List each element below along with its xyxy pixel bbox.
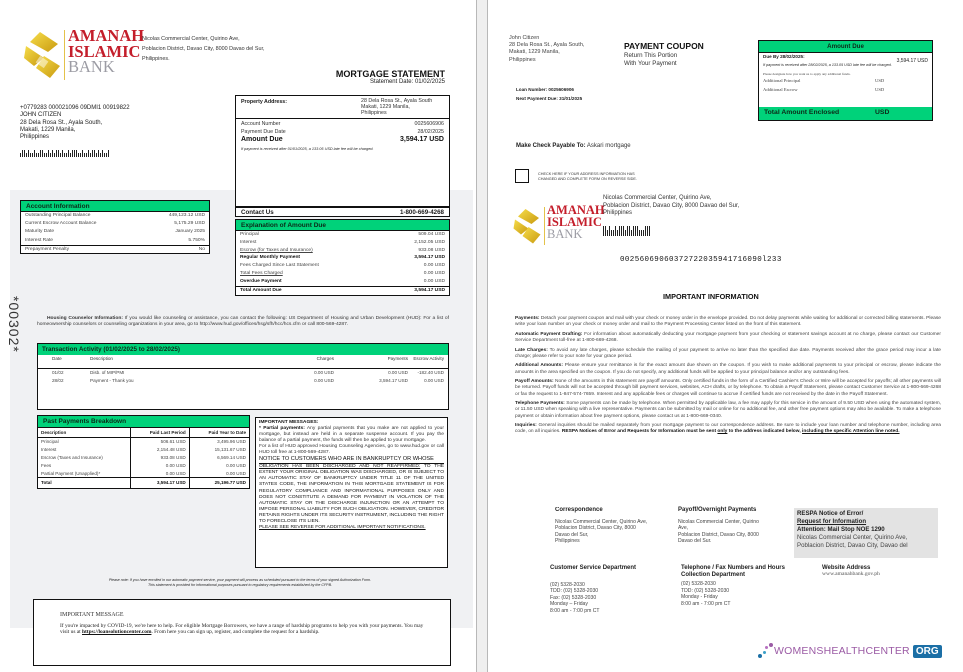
past-payment-row: Interest 2,154.48 USD 15,131.67 USD xyxy=(38,446,249,454)
important-message-title: IMPORTANT MESSAGE xyxy=(60,612,124,618)
additional-principal-field[interactable]: Additional Principal USD xyxy=(763,77,885,83)
mailing-name: JOHN CITIZEN xyxy=(20,112,62,119)
explanation-header: Explanation of Amount Due xyxy=(236,220,449,231)
website-address: Website Address www.amanahbank.gov.ph xyxy=(822,565,880,577)
additional-escrow-field[interactable]: Additional Escrow USD xyxy=(763,86,885,92)
watermark-dots-icon xyxy=(758,642,772,660)
past-payments-table: Description Paid Last Period Paid Year to Date Principal 506.61 USD 3,495.96 USD Interest 2,154.48 USD 15,131.67 USD Escrow (Taxes and Insurance) 933.08 USD 6,569.14 USD Fees 0.00 USD 0.00 USD Partial Payment (Unapplied)* 0.00 USD 0.00 USD Total 3,594.17 USD 25,196.77 USD xyxy=(38,427,249,488)
property-summary-box xyxy=(235,95,450,207)
explanation-of-amount-due xyxy=(235,219,450,296)
account-info-row: Maturity Date January 2025 xyxy=(25,229,205,235)
past-payment-total-row: Total 3,594.17 USD 25,196.77 USD xyxy=(38,478,249,488)
payment-due-date-row: Payment Due Date 28/02/2025 xyxy=(241,128,444,135)
late-fee-note: If payment is received after 01/01/2025, a 133.05 USD late fee will be charged. xyxy=(241,147,374,151)
address-changed-checkbox[interactable] xyxy=(515,169,529,183)
transaction-row: 01/02 Disb. of MIP/PMI 0.00 USD 0.00 USD -182.40 USD xyxy=(52,370,444,375)
past-payments-breakdown xyxy=(37,415,250,489)
explanation-total-row: Total Amount Due 3,594.17 USD xyxy=(236,286,449,295)
account-info-row: Interest Rate 5.750% xyxy=(25,237,205,243)
account-number-row: Account Number 0025606906 xyxy=(241,121,444,127)
watermark-logo: WOMENSHEALTHCENTER ORG xyxy=(758,639,942,663)
past-payment-row: Partial Payment (Unapplied)* 0.00 USD 0.00 USD xyxy=(38,470,249,478)
important-messages-box: IMPORTANT MESSAGES: * Partial payments: Any partial payments that you make are not applied to your mortgage, but instead are held in a separate suspense account. If you pay the balance of a partial payment, the funds will then be applied to your mortgage. For a list of HUD approved Housing Counseling Agencies, go to www.hud.gov or call HUD toll free at 1-800-569-4287. NOTICE TO CUSTOMERS WHO ARE IN BANKRUPTCY OR WHOSE OBLIGATION HAS BEEN DISCHARGED AND NOT REAFFIRMED: TO THE EXTENT YOUR ORIGINAL OBLIGATION WAS DISCHARGED, OR IS SUBJECT TO AN AUTOMATIC STAY OF BANKRUPTCY UNDER TITLE 11 OF THE UNITED STATES CODE, THE INFORMATION IN THIS MORTGAGE STATEMENT IS FOR REGULATORY COMPLIANCE AND INFORMATIONAL PURPOSES ONLY AND DOES NOT CONSTITUTE A DEMAND FOR PAYMENT IN VIOLATION OF THE AUTOMATIC STAY OR THE DISCHARGE INJUNCTION OR AN ATTEMPT TO IMPOSE PERSONAL LIABILITY FOR SUCH OBLIGATION. HOWEVER, CREDITOR RETAINS RIGHTS UNDER ITS SECURITY INSTRUMENT, INCLUDING THE RIGHT TO FORECLOSE ITS LIEN. PLEASE SEE REVERSE FOR ADDITIONAL IMPORTANT NOTIFICATIONS. xyxy=(255,417,448,568)
info-section: Payoff Amounts: None of the amounts in this statement are payoff amounts. Only certified funds in the form of a Certified Cashier's Check or Wire will be accepted for payoffs; all other payments will be returned. Payoff funds will not be accepted through bill payment services, websites, ACH drafts, or by telephone. To obtain a Payoff Statement, please contact Customer Service at 1-800-669-4268 or fax the request to 1-847-574-7659. Interest and any applicable fees or charges will continue to accrue if certified funds are not received by the date in the Payoff Statement. xyxy=(515,379,941,397)
statement-date: Statement Date: 01/02/2025 xyxy=(369,79,445,85)
address-changed-label: CHECK HERE IF YOUR ADDRESS INFORMATION HAS CHANGED AND COMPLETE FORM ON REVERSE SIDE. xyxy=(538,172,637,181)
collection-department-contact: Telephone / Fax Numbers and Hours Collection Department (02) 5328-2030 TDD: (02) 5328-2030 Monday - Friday 8:00 am - 7:00 pm CT xyxy=(681,565,785,607)
mailing-code-line: +0779283 000021096 09DMI1 00919822 xyxy=(20,105,130,111)
check-payable-to: Make Check Payable To: Askari mortgage xyxy=(516,143,631,149)
payment-coupon-subtitle: Return This Portion With Your Payment xyxy=(624,52,678,67)
correspondence-address: Correspondence Nicolas Commercial Center, Quirino Ave, Poblacion District, Davao City, 8000 Davao del Sur, Philippines xyxy=(555,507,648,545)
remit-address: Nicolas Commercial Center, Quirino Ave, Poblacion District, Davao City, 8000 Davao del Sur, Philippines xyxy=(603,195,740,217)
explanation-row: Fees Charged Since Last Statement 0.00 USD xyxy=(240,263,445,269)
account-info-row: Current Escrow Account Balance 5,175.29 USD xyxy=(25,221,205,227)
loan-info: Loan Number: 0025606906 Next Payment Due: 31/01/2025 xyxy=(516,87,583,101)
bank-logo-text: AMANAH ISLAMIC BANK xyxy=(68,26,145,77)
property-address-label: Property Address: xyxy=(241,99,288,105)
info-section-inquiries: Inquiries: General inquiries should be mailed separately from your mortgage payment to our correspondence address. Be sure to include your loan number and telephone number, including area code, on all inquiries. RESPA Notices of Error and Requests for Information must be sent only to the address indicated below, including the specific Attention line noted. xyxy=(515,423,941,435)
account-info-row: Outstanding Principal Balance 449,123.12 USD xyxy=(25,213,205,218)
postal-barcode xyxy=(20,150,130,157)
bank-address: Nicolas Commercial Center, Quirino Ave, Poblacion District, Davao City, 8000 Davao del Sur, Philippines. xyxy=(142,36,265,62)
total-amount-enclosed-field[interactable]: Total Amount Enclosed USD xyxy=(759,107,932,120)
customer-service-contact: Customer Service Department (02) 5328-2030 TDD: (02) 5328-2030 Fax: (02) 5328-2030 Monday – Friday 8:00 am - 7:00 pm CT xyxy=(550,565,637,614)
explanation-row: Interest 2,152.05 USD xyxy=(240,239,445,245)
info-section: Additional Amounts: Please ensure your remittance is for the exact amount due shown on the coupon. If you wish to make additional payments to your principal or escrow, please indicate the amounts in the area specified on the coupon. If you do not specify, any additional funds will be applied to your principal balance and/or any outstanding fees. xyxy=(515,363,941,375)
info-section: Automatic Payment Drafting: For information about automatically deducting your mortgage payment from your checking or statement savings account at no charge, please contact our Customer Service Department toll-free at 1-800-669-4268. xyxy=(515,331,941,343)
transaction-activity-header: Transaction Activity (01/02/2025 to 28/02/2025) xyxy=(38,344,448,355)
explanation-row: Total Fees Charged 0.00 USD xyxy=(240,270,445,276)
mailing-address-block: +0779283 000021096 09DMI1 00919822 JOHN CITIZEN 28 Dela Rosa St., Ayala South, Makati, 1229 Manila, Philippines xyxy=(20,105,130,157)
bankruptcy-notice: OBLIGATION HAS BEEN DISCHARGED AND NOT REAFFIRMED: TO THE EXTENT YOUR ORIGINAL OBLIGATION WAS DISCHARGED, OR IS SUBJECT TO AN AUTOMATIC STAY OF BANKRUPTCY UNDER TITLE 11 OF THE UNITED STATES CODE, THE INFORMATION IN THIS MORTGAGE STATEMENT IS FOR REGULATORY COMPLIANCE AND INFORMATIONAL PURPOSES ONLY AND DOES NOT CONSTITUTE A DEMAND FOR PAYMENT IN VIOLATION OF THE AUTOMATIC STAY OR THE DISCHARGE INJUNCTION OR AN ATTEMPT TO IMPOSE PERSONAL LIABILITY FOR SUCH OBLIGATION. HOWEVER, CREDITOR RETAINS RIGHTS UNDER ITS SECURITY INSTRUMENT, INCLUDING THE RIGHT TO FORECLOSE ITS LIEN. xyxy=(259,464,444,524)
payment-coupon-title: PAYMENT COUPON xyxy=(624,41,704,51)
remit-postal-barcode xyxy=(603,226,650,236)
side-sequence-code: *00302* xyxy=(6,296,22,353)
property-address-value: 28 Dela Rosa St., Ayala South Makati, 1229 Manila, Philippines xyxy=(361,98,433,117)
bank-logo-mark-icon xyxy=(512,207,542,247)
bank-logo-mark-icon xyxy=(22,30,62,82)
explanation-row: Principal 509.04 USD xyxy=(240,232,445,237)
logo-divider xyxy=(64,30,65,80)
past-payment-row: Principal 506.61 USD 3,495.96 USD xyxy=(38,438,249,446)
bank-logo xyxy=(22,26,145,88)
info-section: Late Charges: To avoid any late charges, please schedule the mailing of your payment to arrive no later than the specified due date. Payments received after the grace period may incur a late charge; please refer to your note for your grace period. xyxy=(515,347,941,359)
coupon-amount-due-box: Amount Due Due By 28/02/2025: 3,594.17 USD If payment is received after 28/02/2025, a 133.05 USD late fee will be charged. Please designate how you want us to apply any additional funds. Additional Principal USD Additional Escrow USD Total Amount Enclosed USD xyxy=(758,40,933,121)
explanation-row: Overdue Payment 0.00 USD xyxy=(240,278,445,284)
explanation-row: Escrow (for Taxes and Insurance) 933.08 USD xyxy=(240,247,445,253)
bank-logo-small: AMANAH ISLAMIC BANK xyxy=(512,205,597,250)
transaction-row: 28/02 Payment - Thank you 0.00 USD 3,594.17 USD 0.00 USD xyxy=(52,377,444,383)
past-payments-header: Past Payments Breakdown xyxy=(38,416,249,427)
respa-notice-address: RESPA Notice of Error/ Request for Information Attention: Mail Stop NOE 1290 Nicolas Commercial Center, Quirino Ave, Poblacion District, Davao City, Davao del xyxy=(794,508,938,558)
important-information-title: IMPORTANT INFORMATION xyxy=(663,292,759,301)
contact-phone: 1-800-669-4268 xyxy=(399,209,444,216)
website-link[interactable]: www.amanahbank.gov.ph xyxy=(822,571,880,577)
statement-title: MORTGAGE STATEMENT xyxy=(335,69,445,79)
info-section: Telephone Payments: Some payments can be made by telephone. When permitted by applicable law, a fee may apply for this service in the amount of 9.50 USD when using the automated system, or 11.50 USD when speaking with a live representative. Payments can be submitted by mail or online for no additional fee, and other free payment options may also be available. To make a telephone payment or obtain information about free payment options, please contact us at 1-800-669-0340. xyxy=(515,401,941,419)
coupon-sender-address: John Citizen 28 Dela Rosa St., Ayala South, Makati, 1229 Manila, Philippines xyxy=(509,35,585,63)
important-message-box: IMPORTANT MESSAGE If you're impacted by COVID-19, we're here to help. For eligible Mortgage Borrowers, we have a range of hardship programs to help you with your payments. You may visit us at https://loansolutioncenter.com. From here you can sign up, register, and complete the request for a hardship. xyxy=(33,599,451,666)
important-information-body xyxy=(515,316,941,439)
transaction-activity-box xyxy=(37,343,449,410)
contact-us-bar: Contact Us 1-800-669-4268 xyxy=(235,206,450,217)
transaction-columns: Date Description Charges Payments Escrow Activity xyxy=(38,355,448,369)
prepayment-penalty-row: Prepayment Penalty No xyxy=(21,245,209,253)
page-divider xyxy=(476,0,488,672)
amount-due-row: Amount Due 3,594.17 USD xyxy=(241,136,444,143)
housing-counselor-info: Housing Counselor Information: If you would like counseling or assistance, you can contact the following: US Department of Housing and Urban Development (HUD): For a list of homeownership counselors or counseling organizations in your area, go to http://www.hud.gov/offices/hsg/sfh/hcc/hcs.cfm or call 800-569-4287. xyxy=(37,316,449,328)
ocr-scan-line: 00256069060372722035941716090l233 xyxy=(620,256,782,264)
account-information-box xyxy=(20,200,210,254)
past-payment-row: Escrow (Taxes and Insurance) 933.08 USD 6,569.14 USD xyxy=(38,454,249,462)
payoff-address: Payoff/Overnight Payments Nicolas Commercial Center, Quirino Ave, Poblacion District, Davao City, 8000 Davao del Sur. xyxy=(678,507,759,545)
loan-solution-link[interactable]: https://loansolutioncenter.com xyxy=(82,629,152,636)
explanation-row: Regular Monthly Payment 3,594.17 USD xyxy=(240,255,445,261)
statement-footnote: Please note: If you have enrolled in our automatic payment service, your payment will process as scheduled pursuant to the terms of your signed Authorization Form. This statement is provided for informational purposes pursuant to regulatory requirements established by the CFPB. xyxy=(108,578,372,587)
past-payment-row: Fees 0.00 USD 0.00 USD xyxy=(38,462,249,470)
info-section: Payments: Detach your payment coupon and mail with your check or money order in the envelope provided. Do not delay payments while waiting for additional or corrected billing statements. Please write your loan number on your check or money order and mail to the Payment Processing Center listed on the front of this statement. xyxy=(515,316,941,328)
account-information-header: Account Information xyxy=(21,201,209,212)
